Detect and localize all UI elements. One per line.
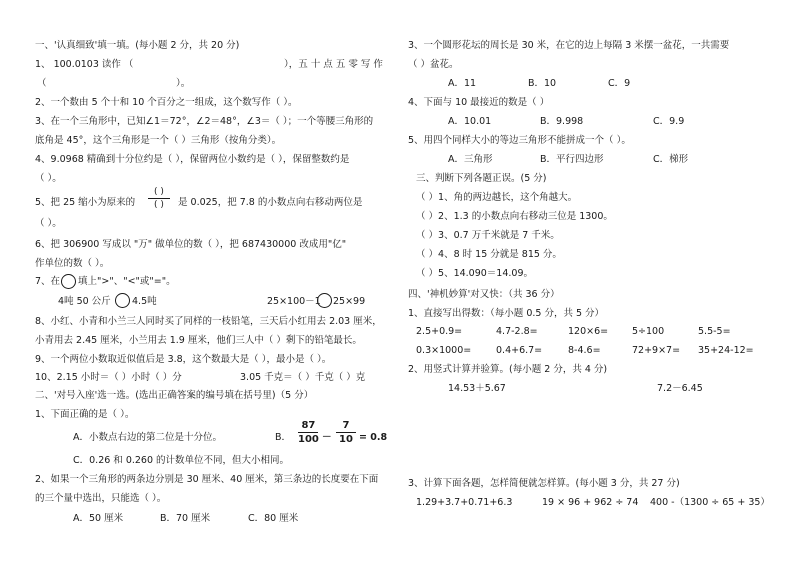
section-4-heading: 四、'神机妙算'对又快：（共 36 分）	[408, 289, 560, 300]
s2-q2-line-2: 的三个量中选出，只能选（ ）。	[35, 493, 167, 504]
calc-1-heading: 1、直接写出得数：（每小题 0.5 分，共 5 分）	[408, 308, 605, 319]
s2-q3-line-1: 3、一个圆形花坛的周长是 30 米，在它的边上每隔 3 米摆一盆花，一共需要	[408, 40, 730, 51]
s2-q4: 4、下面与 10 最接近的数是（ ）	[408, 97, 550, 108]
q7-compare-1-right: 4.5吨	[132, 296, 157, 307]
s2-q1-fraction-2	[336, 420, 356, 445]
fraction-denominator: 100	[298, 434, 319, 445]
s2-q1-option-a: A．小数点右边的第二位是十分位。	[73, 432, 222, 443]
fraction-bar	[148, 198, 170, 199]
calc-1-r1-item: 4.7-2.8=	[496, 326, 538, 337]
s2-q2-option-b: B．70 厘米	[160, 513, 211, 524]
calc-1-r2-item: 8-4.6=	[568, 345, 601, 356]
calc-3-expr-3: 400 -（1300 ÷ 65 + 35）	[650, 497, 770, 508]
s2-q3-line-2: （ ）盆花。	[408, 59, 459, 70]
s2-q2-line-1: 2、如果一个三角形的两条边分别是 30 厘米、40 厘米，第三条边的长度要在下面	[35, 474, 379, 485]
fraction-numerator: 87	[301, 420, 316, 431]
judge-item-5: （ ）5、14.090＝14.09。	[416, 268, 534, 279]
q10-part-a: 10、2.15 小时＝（ ）小时（ ）分	[35, 372, 182, 383]
q5-part-a: 5、把 25 缩小为原来的	[35, 197, 136, 208]
judge-item-2: （ ）2、1.3 的小数点向右移动三位是 1300。	[416, 211, 613, 222]
q5-fraction	[148, 187, 170, 210]
q6-line-1: 6、把 306900 写成以 "万" 做单位的数（ ），把 687430000 改成用"亿"	[35, 239, 347, 250]
q5-fraction-numerator: ( )	[154, 187, 164, 197]
compare-circle	[61, 274, 76, 289]
s2-q1-fraction-1	[298, 420, 319, 445]
s2-q4-option-a: A．10.01	[448, 116, 492, 127]
q5-part-c: （ ）。	[35, 218, 62, 229]
q10-part-b: 3.05 千克＝（ ）千克（ ）克	[240, 372, 366, 383]
calc-1-r2-item: 72+9×7=	[632, 345, 681, 356]
q1-part-c: （	[37, 78, 47, 89]
q5-fraction-denominator: ( )	[154, 200, 164, 210]
q3-line-1: 3、在一个三角形中，已知∠1＝72°，∠2＝48°，∠3＝（ ）；一个等腰三角形的	[35, 116, 374, 127]
q6-line-2: 作单位的数（ ）。	[35, 258, 110, 269]
q8-line-2: 小青用去 2.45 厘米，小兰用去 1.9 厘米，他们三人中（ ）剩下的铅笔最长。	[35, 335, 362, 346]
s2-q1-result: = 0.8	[359, 432, 388, 443]
q1-part-d: ）。	[176, 78, 191, 89]
calc-3-expr-2: 19 × 96 + 962 ÷ 74	[542, 497, 639, 508]
calc-1-r1-item: 120×6=	[568, 326, 609, 337]
fraction-denominator: 10	[339, 434, 353, 445]
q3-line-2: 底角是 45°，这个三角形是一个（ ）三角形（按角分类）。	[35, 135, 282, 146]
fraction-bar	[298, 432, 318, 433]
s2-q4-option-b: B．9.998	[540, 116, 584, 127]
s2-q5-option-a: A．三角形	[448, 154, 493, 165]
calc-1-r2-item: 35+24-12=	[698, 345, 754, 356]
q5-part-b: 是 0.025，把 7.8 的小数点向右移动两位是	[178, 197, 363, 208]
s2-q1: 1、下面正确的是（ ）。	[35, 409, 135, 420]
q1-part-b: ），五 十 点 五 零 写 作	[284, 59, 383, 70]
s2-q5-option-b: B．平行四边形	[540, 154, 604, 165]
s2-q5-option-c: C．梯形	[653, 154, 689, 165]
s2-q2-option-a: A．50 厘米	[73, 513, 124, 524]
s2-q5: 5、用四个同样大小的等边三角形不能拼成一个（ ）。	[408, 135, 631, 146]
s2-q1-minus: －	[322, 432, 332, 443]
fraction-numerator: 7	[342, 420, 350, 431]
calc-2-expr-2: 7.2－6.45	[657, 383, 703, 394]
s2-q3-option-b: B．10	[528, 78, 557, 89]
q4-line-2: （ ）。	[35, 173, 62, 184]
s2-q2-option-c: C．80 厘米	[248, 513, 299, 524]
q4-line-1: 4、9.0968 精确到十分位约是（ ），保留两位小数约是（ ），保留整数约是	[35, 154, 350, 165]
calc-1-r1-item: 2.5+0.9=	[416, 326, 463, 337]
calc-1-r2-item: 0.4+6.7=	[496, 345, 543, 356]
judge-item-4: （ ）4、8 时 15 分就是 815 分。	[416, 249, 562, 260]
q1-part-a: 1、 100.0103 读作 （	[35, 59, 134, 70]
s2-q4-option-c: C．9.9	[653, 116, 685, 127]
section-2-heading: 二、'对号入座'选一选。(选出正确答案的编号填在括号里)（5 分）	[35, 390, 314, 401]
calc-1-r1-item: 5.5-5=	[698, 326, 731, 337]
q8-line-1: 8、小红、小青和小兰三人同时买了同样的一枝铅笔，三天后小红用去 2.03 厘米，	[35, 316, 382, 327]
judge-item-3: （ ）3、0.7 万千米就是 7 千米。	[416, 230, 560, 241]
q7-compare-2-right: 25×99	[333, 296, 366, 307]
section-1-heading: 一、'认真细致'填一填。(每小题 2 分，共 20 分)	[35, 40, 240, 51]
calc-3-expr-1: 1.29+3.7+0.71+6.3	[416, 497, 513, 508]
s2-q1-option-b-label: B．	[275, 432, 292, 443]
calc-1-r1-item: 5÷100	[632, 326, 665, 337]
calc-3-heading: 3、计算下面各题，怎样简便就怎样算。(每小题 3 分，共 27 分)	[408, 478, 680, 489]
s2-q3-option-c: C．9	[608, 78, 631, 89]
calc-2-heading: 2、用竖式计算并验算。(每小题 2 分，共 4 分)	[408, 364, 608, 375]
fraction-bar	[336, 432, 356, 433]
s2-q1-option-c: C．0.26 和 0.260 的计数单位不同，但大小相同。	[73, 455, 290, 466]
s2-q3-option-a: A．11	[448, 78, 477, 89]
compare-circle	[115, 293, 130, 308]
judge-item-1: （ ）1、角的两边越长，这个角越大。	[416, 192, 578, 203]
q7-part-b: 填上">"、"<"或"="。	[78, 276, 176, 287]
q7-compare-2-left: 25×100－1	[267, 296, 321, 307]
compare-circle	[317, 293, 332, 308]
q7-part-a: 7、在	[35, 276, 61, 287]
q2: 2、一个数由 5 个十和 10 个百分之一组成，这个数写作（ ）。	[35, 97, 298, 108]
calc-1-r2-item: 0.3×1000=	[416, 345, 472, 356]
q9: 9、一个两位小数取近似值后是 3.8，这个数最大是（ ），最小是（ ）。	[35, 354, 332, 365]
section-3-heading: 三、判断下列各题正误。(5 分)	[416, 173, 547, 184]
calc-2-expr-1: 14.53＋5.67	[448, 383, 506, 394]
q7-compare-1-left: 4吨 50 公斤	[58, 296, 111, 307]
